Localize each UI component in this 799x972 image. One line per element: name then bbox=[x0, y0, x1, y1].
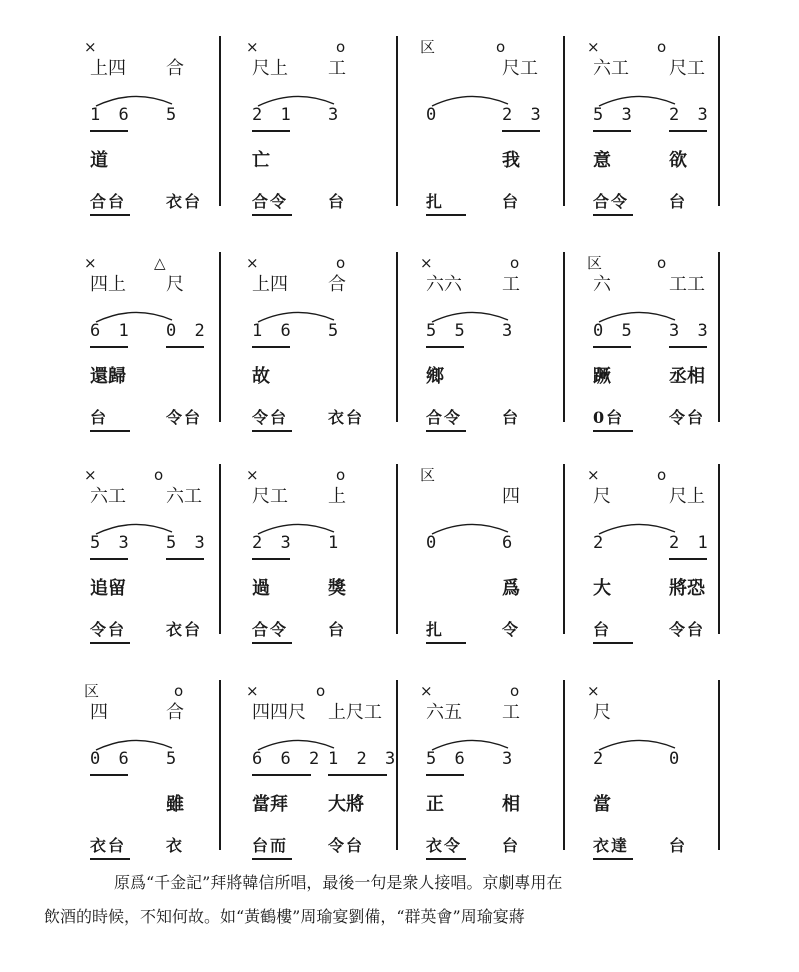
percussion-underline bbox=[426, 214, 466, 216]
jianpu-left: 0 bbox=[426, 533, 441, 553]
gongche-right: 工 bbox=[502, 702, 520, 723]
measure-cell bbox=[82, 40, 242, 218]
gongche-right: 工 bbox=[502, 274, 520, 295]
beat-mark: × bbox=[246, 38, 259, 56]
percussion-right: 衣 bbox=[166, 836, 185, 855]
beat-mark: 区 bbox=[587, 254, 603, 272]
lyric-right: 爲 bbox=[502, 578, 520, 599]
gongche-right: 尺工 bbox=[502, 58, 538, 79]
lyric-left: 鄉 bbox=[426, 366, 444, 387]
percussion-right: 令台 bbox=[669, 620, 706, 639]
percussion-right: 衣台 bbox=[328, 408, 365, 427]
percussion-underline bbox=[252, 430, 292, 432]
percussion-underline bbox=[593, 858, 633, 860]
gongche-right: 上尺工 bbox=[328, 702, 382, 723]
jianpu-left: 0 bbox=[426, 105, 441, 125]
beat-mark: × bbox=[587, 466, 600, 484]
lyric-left: 蹶 bbox=[593, 366, 611, 387]
lyric-left: 意 bbox=[593, 150, 611, 171]
percussion-left: 衣達 bbox=[593, 836, 630, 855]
gongche-right: 尺 bbox=[166, 274, 184, 295]
jianpu-right: 3 3 bbox=[669, 321, 712, 341]
percussion-left: 合令 bbox=[593, 192, 630, 211]
jianpu-right: 3 bbox=[502, 749, 517, 769]
percussion-left: 0台 bbox=[593, 408, 625, 427]
lyric-right: 大將 bbox=[328, 794, 364, 815]
measure-cell bbox=[244, 256, 404, 434]
jianpu-left: 6 6 2 bbox=[252, 749, 324, 769]
lyric-right: 丞相 bbox=[669, 366, 705, 387]
gongche-left: 上四 bbox=[252, 274, 288, 295]
percussion-underline bbox=[90, 642, 130, 644]
jianpu-right: 0 2 bbox=[166, 321, 209, 341]
percussion-left: 合令 bbox=[252, 620, 289, 639]
measure-cell bbox=[585, 256, 745, 434]
jianpu-left: 2 3 bbox=[252, 533, 295, 553]
jianpu-left: 0 5 bbox=[593, 321, 636, 341]
beat-mark: × bbox=[246, 682, 259, 700]
measure-cell bbox=[585, 40, 745, 218]
percussion-underline bbox=[252, 214, 292, 216]
measure-cell bbox=[585, 468, 745, 646]
lyric-left: 過 bbox=[252, 578, 270, 599]
percussion-underline bbox=[426, 430, 466, 432]
percussion-underline bbox=[252, 858, 292, 860]
gongche-right: 合 bbox=[166, 58, 184, 79]
percussion-left: 令台 bbox=[90, 620, 127, 639]
beat-mark: × bbox=[420, 254, 433, 272]
percussion-underline bbox=[252, 642, 292, 644]
jianpu-right: 5 3 bbox=[166, 533, 209, 553]
beat-mark: o bbox=[510, 682, 520, 700]
lyric-right: 將恐 bbox=[669, 578, 705, 599]
percussion-left: 台 bbox=[593, 620, 612, 639]
measure-cell bbox=[418, 468, 578, 646]
annotation-line-2: 飲酒的時候，不知何故。如“黃鶴樓”周瑜宴劉備，“群英會”周瑜宴蔣 bbox=[44, 907, 525, 926]
lyric-left: 道 bbox=[90, 150, 108, 171]
gongche-left: 六五 bbox=[426, 702, 462, 723]
jianpu-right: 1 2 3 bbox=[328, 749, 400, 769]
lyric-right: 相 bbox=[502, 794, 520, 815]
percussion-left: 扎 bbox=[426, 620, 445, 639]
jianpu-right: 1 bbox=[328, 533, 343, 553]
beat-mark: o bbox=[496, 38, 506, 56]
percussion-underline bbox=[90, 430, 130, 432]
jianpu-right: 2 3 bbox=[669, 105, 712, 125]
percussion-left: 衣台 bbox=[90, 836, 127, 855]
percussion-right: 台 bbox=[502, 836, 521, 855]
lyric-left: 當拜 bbox=[252, 794, 288, 815]
percussion-left: 台 bbox=[90, 408, 109, 427]
percussion-right: 台 bbox=[502, 408, 521, 427]
jianpu-left: 1 6 bbox=[90, 105, 133, 125]
beat-mark: × bbox=[84, 254, 97, 272]
percussion-right: 台 bbox=[669, 836, 688, 855]
measure-cell bbox=[418, 684, 578, 862]
annotation-line-1: 原爲“千金記”拜將韓信所唱，最後一句是衆人接唱。京劇專用在 bbox=[114, 873, 563, 892]
percussion-underline bbox=[426, 858, 466, 860]
percussion-right: 令台 bbox=[669, 408, 706, 427]
percussion-left: 令台 bbox=[252, 408, 289, 427]
measure-cell bbox=[244, 684, 404, 862]
beat-mark: × bbox=[84, 466, 97, 484]
gongche-left: 上四 bbox=[90, 58, 126, 79]
beat-mark: 区 bbox=[420, 38, 436, 56]
beat-mark: 区 bbox=[84, 682, 100, 700]
jianpu-left: 0 6 bbox=[90, 749, 133, 769]
gongche-left: 四四尺 bbox=[252, 702, 306, 723]
percussion-underline bbox=[593, 214, 633, 216]
gongche-right: 合 bbox=[166, 702, 184, 723]
percussion-right: 令台 bbox=[166, 408, 203, 427]
percussion-left: 合令 bbox=[426, 408, 463, 427]
jianpu-right: 6 bbox=[502, 533, 517, 553]
beat-mark: o bbox=[657, 466, 667, 484]
jianpu-right: 2 1 bbox=[669, 533, 712, 553]
gongche-left: 尺上 bbox=[252, 58, 288, 79]
gongche-left: 六工 bbox=[90, 486, 126, 507]
lyric-right: 我 bbox=[502, 150, 520, 171]
gongche-right: 上 bbox=[328, 486, 346, 507]
jianpu-left: 2 1 bbox=[252, 105, 295, 125]
jianpu-left: 5 6 bbox=[426, 749, 469, 769]
gongche-right: 工工 bbox=[669, 274, 705, 295]
percussion-right: 台 bbox=[502, 192, 521, 211]
beat-mark: o bbox=[336, 38, 346, 56]
jianpu-left: 5 3 bbox=[90, 533, 133, 553]
percussion-left: 合台 bbox=[90, 192, 127, 211]
gongche-left: 六 bbox=[593, 274, 611, 295]
jianpu-left: 6 1 bbox=[90, 321, 133, 341]
lyric-left: 正 bbox=[426, 794, 444, 815]
gongche-left: 尺 bbox=[593, 702, 611, 723]
jianpu-right: 3 bbox=[502, 321, 517, 341]
jianpu-right: 3 bbox=[328, 105, 343, 125]
beat-mark: o bbox=[316, 682, 326, 700]
beat-mark: o bbox=[174, 682, 184, 700]
lyric-left: 故 bbox=[252, 366, 270, 387]
lyric-right: 欲 bbox=[669, 150, 687, 171]
gongche-right: 四 bbox=[502, 486, 520, 507]
beat-mark: △ bbox=[154, 254, 166, 272]
jianpu-right: 2 3 bbox=[502, 105, 545, 125]
jianpu-right: 0 bbox=[669, 749, 684, 769]
beat-mark: o bbox=[657, 38, 667, 56]
gongche-right: 尺上 bbox=[669, 486, 705, 507]
jianpu-left: 2 bbox=[593, 533, 608, 553]
beat-mark: o bbox=[657, 254, 667, 272]
percussion-right: 台 bbox=[328, 192, 347, 211]
percussion-underline bbox=[90, 858, 130, 860]
jianpu-left: 2 bbox=[593, 749, 608, 769]
jianpu-right: 5 bbox=[166, 105, 181, 125]
gongche-right: 工 bbox=[328, 58, 346, 79]
jianpu-right: 5 bbox=[328, 321, 343, 341]
percussion-left: 合令 bbox=[252, 192, 289, 211]
lyric-right: 雖 bbox=[166, 794, 184, 815]
jianpu-left: 5 3 bbox=[593, 105, 636, 125]
gongche-right: 合 bbox=[328, 274, 346, 295]
beat-mark: × bbox=[84, 38, 97, 56]
gongche-left: 六六 bbox=[426, 274, 462, 295]
jianpu-left: 5 5 bbox=[426, 321, 469, 341]
gongche-left: 六工 bbox=[593, 58, 629, 79]
jianpu-right: 5 bbox=[166, 749, 181, 769]
percussion-right: 令 bbox=[502, 620, 521, 639]
percussion-left: 台而 bbox=[252, 836, 289, 855]
lyric-right: 獎 bbox=[328, 578, 346, 599]
beat-mark: 区 bbox=[420, 466, 436, 484]
percussion-right: 台 bbox=[669, 192, 688, 211]
gongche-left: 尺工 bbox=[252, 486, 288, 507]
gongche-left: 尺 bbox=[593, 486, 611, 507]
beat-mark: × bbox=[587, 682, 600, 700]
lyric-left: 大 bbox=[593, 578, 611, 599]
lyric-left: 亡 bbox=[252, 150, 270, 171]
percussion-right: 台 bbox=[328, 620, 347, 639]
gongche-left: 四 bbox=[90, 702, 108, 723]
measure-cell bbox=[244, 40, 404, 218]
measure-cell bbox=[244, 468, 404, 646]
beat-mark: × bbox=[246, 466, 259, 484]
gongche-right: 六工 bbox=[166, 486, 202, 507]
beat-mark: o bbox=[336, 466, 346, 484]
percussion-right: 衣台 bbox=[166, 620, 203, 639]
beat-mark: o bbox=[510, 254, 520, 272]
beat-mark: × bbox=[246, 254, 259, 272]
measure-cell bbox=[418, 256, 578, 434]
beat-mark: o bbox=[154, 466, 164, 484]
gongche-left: 四上 bbox=[90, 274, 126, 295]
annotation-paragraph bbox=[44, 866, 780, 934]
lyric-left: 當 bbox=[593, 794, 611, 815]
percussion-underline bbox=[593, 430, 633, 432]
beat-mark: × bbox=[587, 38, 600, 56]
percussion-left: 衣令 bbox=[426, 836, 463, 855]
jianpu-left: 1 6 bbox=[252, 321, 295, 341]
percussion-underline bbox=[426, 642, 466, 644]
beat-mark: × bbox=[420, 682, 433, 700]
lyric-left: 追留 bbox=[90, 578, 126, 599]
measure-cell bbox=[82, 468, 242, 646]
percussion-right: 衣台 bbox=[166, 192, 203, 211]
measure-cell bbox=[82, 256, 242, 434]
measure-cell bbox=[418, 40, 578, 218]
percussion-right: 令台 bbox=[328, 836, 365, 855]
lyric-left: 還歸 bbox=[90, 366, 126, 387]
gongche-right: 尺工 bbox=[669, 58, 705, 79]
percussion-left: 扎 bbox=[426, 192, 445, 211]
beat-mark: o bbox=[336, 254, 346, 272]
measure-cell bbox=[82, 684, 242, 862]
percussion-underline bbox=[90, 214, 130, 216]
percussion-underline bbox=[593, 642, 633, 644]
measure-cell bbox=[585, 684, 745, 862]
